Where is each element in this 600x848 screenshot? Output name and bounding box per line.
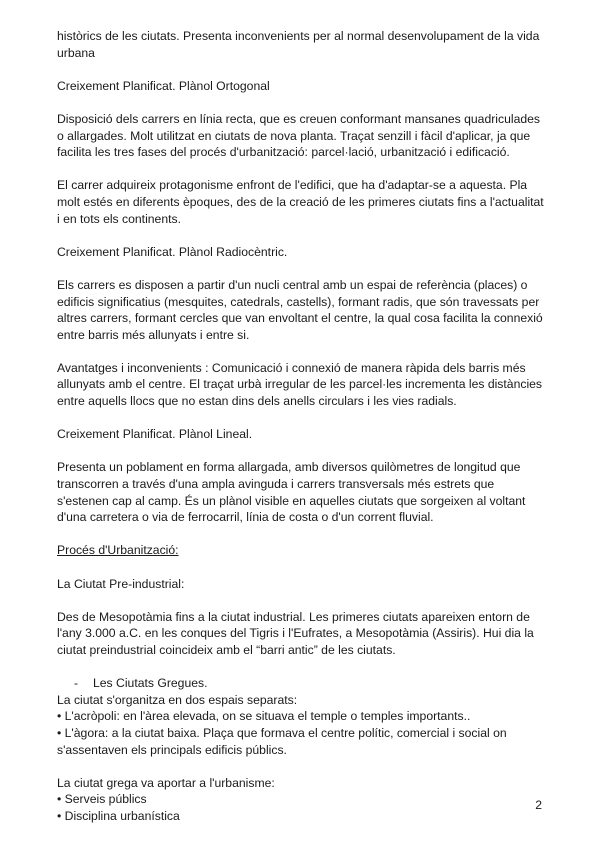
text-line: transcorren a través d'una ampla avinguda i carrers transversals més estrets que bbox=[57, 477, 495, 492]
section-heading-proces: Procés d'Urbanització: bbox=[57, 543, 179, 558]
text-line: entre aquells llocs que no estan dins dels anells circulars i les vies radials. bbox=[57, 394, 457, 409]
list-item-gregues bbox=[57, 675, 538, 692]
text-line: i en tots els continents. bbox=[57, 211, 181, 226]
text-line: Des de Mesopotàmia fins a la ciutat industrial. Les primeres ciutats apareixen entorn de bbox=[57, 609, 530, 624]
text-line: Disposició dels carrers en línia recta, que es creuen conformant mansanes quadriculades bbox=[57, 111, 541, 126]
list-item-label: Les Ciutats Gregues. bbox=[93, 676, 208, 691]
text-line: urbana bbox=[57, 45, 95, 60]
text-line: La ciutat grega va aportar a l'urbanisme: bbox=[57, 775, 275, 790]
bullet-line: • Disciplina urbanística bbox=[57, 808, 180, 823]
section-heading-radiocentric: Creixement Planificat. Plànol Radiocèntric. bbox=[57, 244, 288, 259]
text-line: s'assentaven els principals edificis públics. bbox=[57, 742, 287, 757]
text-line: o allargades. Molt utilitzat en ciutats de nova planta. Traçat senzill i fàcil d'aplicar, ja que bbox=[57, 128, 531, 143]
text-line: facilita les tres fases del procés d'urbanització: parcel·lació, urbanització i edificació. bbox=[57, 145, 510, 160]
text-line: altres carrers, formant cercles que van envoltant el centre, la qual cosa facilita la connexió bbox=[57, 311, 543, 326]
page-number: 2 bbox=[535, 798, 542, 812]
bullet-line: • L'acròpoli: en l'àrea elevada, on se situava el temple o temples importants.. bbox=[57, 709, 471, 724]
text-line: d'una carretera o via de ferrocarril, línia de costa o d'un corrent fluvial. bbox=[57, 510, 434, 525]
bullet-line: • L'àgora: a la ciutat baixa. Plaça que formava el centre polític, comercial i social on bbox=[57, 725, 507, 740]
dash-bullet: - bbox=[74, 676, 79, 691]
text-line: Avantatges i inconvenients : Comunicació i connexió de manera ràpida dels barris més bbox=[57, 360, 526, 375]
text-line: El carrer adquireix protagonisme enfront de l'edifici, que ha d'adaptar-se a aquesta. Pla bbox=[57, 178, 528, 193]
text-line: molt estés en diferents èpoques, des de la creació de les primeres ciutats fins a l'actualitat bbox=[57, 194, 544, 209]
text-line: La ciutat s'organitza en dos espais separats: bbox=[57, 692, 298, 707]
bullet-line: • Serveis públics bbox=[57, 792, 147, 807]
section-heading-preindustrial: La Ciutat Pre-industrial: bbox=[57, 576, 185, 591]
section-heading-ortogonal: Creixement Planificat. Plànol Ortogonal bbox=[57, 78, 270, 93]
text-line: allunyats amb el centre. El traçat urbà irregular de les parcel·les incrementa les distàncies bbox=[57, 377, 543, 392]
text-line: entre barris més allunyats i entre si. bbox=[57, 327, 250, 342]
text-line: Presenta un poblament en forma allargada, amb diversos quilòmetres de longitud que bbox=[57, 460, 521, 475]
text-line: Els carrers es disposen a partir d'un nucli central amb un espai de referència (places) o bbox=[57, 277, 528, 292]
text-line: s'estenen cap al camp. És un plànol visible en aquelles ciutats que sorgeixen al voltant bbox=[57, 493, 526, 508]
text-line: edificis significatius (mesquites, catedrals, castells), formant radis, que són travessats per bbox=[57, 294, 540, 309]
section-heading-lineal: Creixement Planificat. Plànol Lineal. bbox=[57, 427, 253, 442]
text-line: històrics de les ciutats. Presenta inconvenients per al normal desenvolupament de la vida bbox=[57, 29, 540, 43]
text-line: ciutat preindustrial coincideix amb el “barri antic” de les ciutats. bbox=[57, 642, 396, 657]
text-line: l'any 3.000 a.C. en les conques del Tigris i l'Eufrates, a Mesopotàmia (Assiris). Hui dia la bbox=[57, 626, 534, 641]
